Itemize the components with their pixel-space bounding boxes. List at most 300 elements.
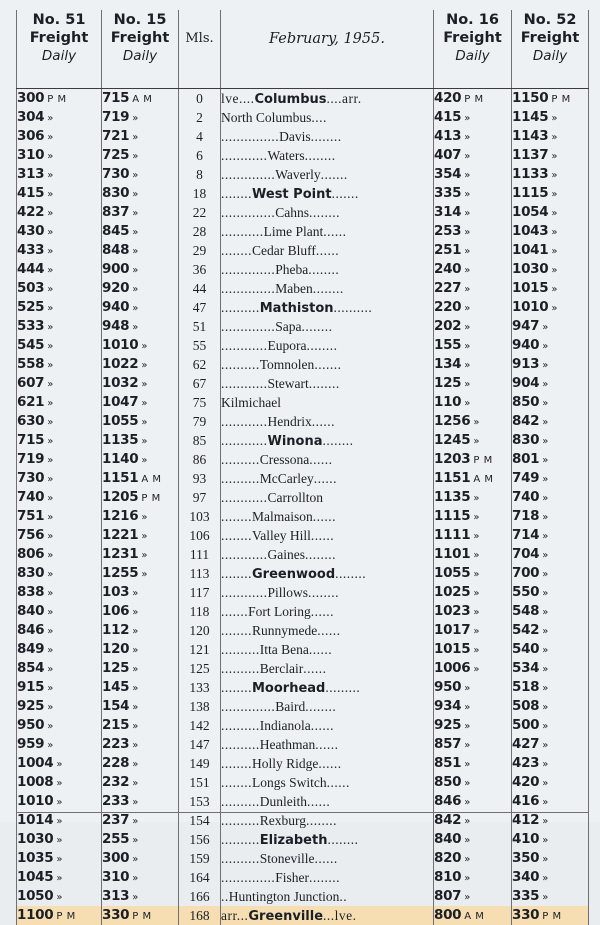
time-value: 508 — [512, 698, 539, 714]
time-suffix: » — [47, 379, 54, 390]
train-52-time — [512, 678, 589, 697]
time-value: 838 — [17, 584, 44, 600]
time-suffix: » — [132, 683, 139, 694]
leader-dots: ............ — [221, 433, 268, 448]
time-suffix: » — [47, 341, 54, 352]
leader-dots: ........ — [309, 870, 340, 885]
mileage: 147 — [179, 735, 221, 754]
time-value: 110 — [434, 394, 461, 410]
station-cell — [221, 108, 434, 127]
time-suffix: P M — [56, 911, 75, 922]
mileage: 97 — [179, 488, 221, 507]
mileage: 4 — [179, 127, 221, 146]
time-suffix: » — [132, 778, 139, 789]
time-suffix: » — [132, 208, 139, 219]
time-suffix: » — [464, 322, 471, 333]
time-suffix: » — [464, 170, 471, 181]
table-row — [17, 279, 589, 298]
train-15-time — [102, 488, 179, 507]
time-suffix: » — [464, 721, 471, 732]
station-cell — [221, 222, 434, 241]
train-16-time — [434, 108, 512, 127]
train-51-time — [17, 583, 102, 602]
train-51-time — [17, 621, 102, 640]
mileage: 62 — [179, 355, 221, 374]
table-row — [17, 640, 589, 659]
time-suffix: » — [464, 189, 471, 200]
table-row — [17, 678, 589, 697]
leader-dots: ...... — [311, 528, 334, 543]
train-52-time — [512, 564, 589, 583]
train-16-time — [434, 469, 512, 488]
station-cell — [221, 621, 434, 640]
time-value: 700 — [512, 565, 539, 581]
train-51-time — [17, 298, 102, 317]
train-15-time — [102, 203, 179, 222]
time-suffix: » — [542, 873, 549, 884]
station-cell — [221, 583, 434, 602]
station-name: Greenwood — [252, 567, 335, 582]
time-value: 542 — [512, 622, 539, 638]
time-value: 1135 — [102, 432, 138, 448]
train-52-time — [512, 355, 589, 374]
train-16-time — [434, 203, 512, 222]
train-51-time — [17, 659, 102, 678]
train-52-time — [512, 754, 589, 773]
time-value: 940 — [102, 299, 129, 315]
leader-dots: ........ — [313, 281, 344, 296]
table-row — [17, 773, 589, 792]
train-16-time — [434, 659, 512, 678]
train-15-time — [102, 716, 179, 735]
time-value: 255 — [102, 831, 129, 847]
time-suffix: » — [464, 816, 471, 827]
time-value: 237 — [102, 812, 129, 828]
time-value: 1231 — [102, 546, 138, 562]
time-suffix: » — [141, 455, 148, 466]
time-suffix: » — [132, 170, 139, 181]
train-51-time — [17, 146, 102, 165]
time-value: 202 — [434, 318, 461, 334]
station-cell — [221, 887, 434, 906]
station-cell — [221, 868, 434, 887]
time-suffix: » — [132, 113, 139, 124]
time-value: 125 — [434, 375, 461, 391]
time-suffix: » — [464, 284, 471, 295]
time-suffix: A M — [473, 474, 493, 485]
time-value: 253 — [434, 223, 461, 239]
train-51-time — [17, 279, 102, 298]
train-15-time — [102, 906, 179, 925]
time-suffix: » — [47, 664, 54, 675]
time-suffix: » — [47, 626, 54, 637]
leader-dots: ....arr. — [327, 91, 362, 106]
train-52-time — [512, 431, 589, 450]
time-suffix: » — [47, 208, 54, 219]
station-cell — [221, 792, 434, 811]
train-51-time — [17, 165, 102, 184]
time-value: 304 — [17, 109, 44, 125]
time-value: 845 — [102, 223, 129, 239]
time-value: 900 — [102, 261, 129, 277]
train-15-time — [102, 602, 179, 621]
train-16-time — [434, 735, 512, 754]
time-value: 1015 — [512, 280, 548, 296]
time-suffix: » — [132, 132, 139, 143]
train-15-time — [102, 355, 179, 374]
time-suffix: » — [464, 835, 471, 846]
leader-dots: ...... — [313, 509, 336, 524]
time-suffix: » — [551, 170, 558, 181]
time-suffix: » — [47, 227, 54, 238]
time-suffix: » — [56, 835, 63, 846]
time-suffix: » — [542, 436, 549, 447]
time-suffix: » — [47, 645, 54, 656]
time-suffix: » — [551, 151, 558, 162]
train-52-time — [512, 583, 589, 602]
train-51-time — [17, 678, 102, 697]
leader-dots: ...... — [303, 661, 326, 676]
time-suffix: » — [542, 607, 549, 618]
time-value: 920 — [102, 280, 129, 296]
station-name: Rexburg — [260, 813, 306, 828]
station-name: Dunleith — [260, 794, 307, 809]
leader-dots: .............. — [221, 699, 275, 714]
time-value: 721 — [102, 128, 129, 144]
time-suffix: » — [47, 740, 54, 751]
table-row — [17, 868, 589, 887]
leader-dots: ...... — [307, 794, 330, 809]
time-suffix: » — [47, 170, 54, 181]
leader-dots: ...... — [309, 642, 332, 657]
table-row — [17, 374, 589, 393]
mileage: 168 — [179, 906, 221, 925]
leader-dots: ............ — [221, 376, 268, 391]
time-value: 134 — [434, 356, 461, 372]
station-name: McCarley — [260, 471, 314, 486]
time-suffix: » — [542, 740, 549, 751]
table-row — [17, 583, 589, 602]
train-51-time — [17, 526, 102, 545]
time-suffix: » — [464, 702, 471, 713]
train-15-time — [102, 849, 179, 868]
train-52-time — [512, 108, 589, 127]
leader-dots: .............. — [221, 281, 275, 296]
station-cell — [221, 336, 434, 355]
time-value: 1017 — [434, 622, 470, 638]
time-suffix: » — [464, 873, 471, 884]
time-suffix: » — [56, 778, 63, 789]
leader-dots: ...... — [318, 756, 341, 771]
table-row — [17, 241, 589, 260]
train-16-time — [434, 317, 512, 336]
train-51-time — [17, 488, 102, 507]
leader-dots: .............. — [221, 262, 275, 277]
time-suffix: » — [542, 455, 549, 466]
time-value: 430 — [17, 223, 44, 239]
train-52-time — [512, 811, 589, 830]
station-cell — [221, 165, 434, 184]
time-suffix: » — [464, 208, 471, 219]
train-15-time — [102, 431, 179, 450]
time-value: 740 — [17, 489, 44, 505]
time-value: 1133 — [512, 166, 548, 182]
station-name: Holly Ridge — [252, 756, 318, 771]
station-cell — [221, 450, 434, 469]
time-suffix: » — [132, 588, 139, 599]
time-suffix: » — [473, 645, 480, 656]
train-15-time — [102, 469, 179, 488]
train-number: No. 16 — [434, 11, 511, 29]
station-name: Kilmichael — [221, 395, 281, 410]
time-suffix: » — [132, 702, 139, 713]
time-value: 534 — [512, 660, 539, 676]
train-51-time — [17, 450, 102, 469]
time-value: 1140 — [102, 451, 138, 467]
time-suffix: » — [464, 740, 471, 751]
station-cell — [221, 184, 434, 203]
leader-dots: ....... — [314, 357, 341, 372]
train-16-time — [434, 906, 512, 925]
train-16-time — [434, 792, 512, 811]
train-16-time — [434, 526, 512, 545]
station-cell — [221, 374, 434, 393]
time-suffix: » — [47, 721, 54, 732]
time-suffix: » — [551, 227, 558, 238]
mileage: 164 — [179, 868, 221, 887]
time-value: 849 — [17, 641, 44, 657]
time-value: 1115 — [512, 185, 548, 201]
train-15-time — [102, 412, 179, 431]
time-suffix: » — [141, 550, 148, 561]
mileage: 29 — [179, 241, 221, 260]
train-frequency: Daily — [512, 47, 588, 65]
leader-dots: .. — [221, 889, 229, 904]
freight-timetable — [16, 10, 589, 925]
train-15-time — [102, 374, 179, 393]
station-name: Moorhead — [252, 681, 325, 696]
time-value: 1030 — [512, 261, 548, 277]
time-value: 925 — [17, 698, 44, 714]
time-value: 1143 — [512, 128, 548, 144]
leader-dots: ...... — [314, 471, 337, 486]
leader-dots: ...... — [315, 737, 338, 752]
station-name: Tomnolen — [260, 357, 315, 372]
time-value: 550 — [512, 584, 539, 600]
time-value: 848 — [102, 242, 129, 258]
train-52-time — [512, 241, 589, 260]
time-suffix: » — [141, 569, 148, 580]
time-suffix: » — [47, 512, 54, 523]
mileage: 86 — [179, 450, 221, 469]
station-name: Hendrix — [268, 414, 312, 429]
time-value: 145 — [102, 679, 129, 695]
time-suffix: » — [132, 816, 139, 827]
time-suffix: » — [132, 265, 139, 276]
station-cell — [221, 526, 434, 545]
train-16-time — [434, 260, 512, 279]
time-suffix: » — [473, 588, 480, 599]
time-suffix: » — [47, 398, 54, 409]
train-52-time — [512, 602, 589, 621]
leader-dots: ........ — [311, 129, 342, 144]
train-52-time — [512, 735, 589, 754]
time-value: 354 — [434, 166, 461, 182]
time-value: 851 — [434, 755, 461, 771]
time-suffix: » — [551, 303, 558, 314]
time-suffix: » — [542, 835, 549, 846]
train-51-time — [17, 355, 102, 374]
time-value: 1054 — [512, 204, 548, 220]
table-row — [17, 165, 589, 184]
time-suffix: » — [132, 246, 139, 257]
station-name: Waters — [268, 148, 305, 163]
table-row — [17, 602, 589, 621]
train-52-time — [512, 165, 589, 184]
time-value: 1245 — [434, 432, 470, 448]
time-value: 1145 — [512, 109, 548, 125]
time-suffix: » — [551, 265, 558, 276]
time-suffix: » — [141, 512, 148, 523]
train-51-time — [17, 868, 102, 887]
train-16-time — [434, 640, 512, 659]
time-value: 904 — [512, 375, 539, 391]
time-value: 807 — [434, 888, 461, 904]
time-value: 630 — [17, 413, 44, 429]
leader-dots: .. — [339, 889, 347, 904]
time-value: 340 — [512, 869, 539, 885]
time-suffix: » — [132, 835, 139, 846]
leader-dots: .............. — [221, 870, 275, 885]
time-suffix: » — [542, 759, 549, 770]
time-suffix: » — [47, 493, 54, 504]
train-52-time — [512, 659, 589, 678]
train-16-time — [434, 374, 512, 393]
time-value: 503 — [17, 280, 44, 296]
train-15-time — [102, 830, 179, 849]
train-52-time — [512, 393, 589, 412]
time-value: 410 — [512, 831, 539, 847]
time-value: 545 — [17, 337, 44, 353]
time-suffix: » — [473, 664, 480, 675]
train-51-time — [17, 317, 102, 336]
time-value: 842 — [512, 413, 539, 429]
time-suffix: » — [47, 702, 54, 713]
time-value: 1055 — [434, 565, 470, 581]
time-suffix: » — [132, 626, 139, 637]
time-suffix: » — [464, 341, 471, 352]
train-51-time — [17, 735, 102, 754]
mileage: 103 — [179, 507, 221, 526]
leader-dots: .......... — [221, 452, 260, 467]
time-value: 228 — [102, 755, 129, 771]
train-52-time — [512, 697, 589, 716]
train-51-time — [17, 640, 102, 659]
time-suffix: » — [542, 664, 549, 675]
station-cell — [221, 241, 434, 260]
table-row — [17, 146, 589, 165]
time-suffix: » — [542, 512, 549, 523]
time-suffix: » — [464, 113, 471, 124]
time-suffix: » — [132, 645, 139, 656]
leader-dots: .... — [311, 110, 327, 125]
leader-dots: .......... — [221, 718, 260, 733]
time-suffix: P M — [141, 493, 160, 504]
time-value: 1047 — [102, 394, 138, 410]
time-value: 1004 — [17, 755, 53, 771]
time-value: 444 — [17, 261, 44, 277]
train-52-time — [512, 203, 589, 222]
train-16-time — [434, 849, 512, 868]
time-value: 1035 — [17, 850, 53, 866]
time-suffix: » — [542, 417, 549, 428]
time-value: 112 — [102, 622, 129, 638]
time-value: 1055 — [102, 413, 138, 429]
time-suffix: » — [56, 854, 63, 865]
time-suffix: P M — [551, 94, 570, 105]
station-name: Indianola — [260, 718, 311, 733]
table-row — [17, 488, 589, 507]
time-suffix: » — [464, 303, 471, 314]
leader-dots: .......... — [221, 851, 260, 866]
time-value: 810 — [434, 869, 461, 885]
time-value: 313 — [17, 166, 44, 182]
table-row — [17, 431, 589, 450]
time-suffix: » — [141, 436, 148, 447]
train-51-time — [17, 108, 102, 127]
col-header-train-15 — [102, 10, 179, 89]
table-row — [17, 754, 589, 773]
time-value: 227 — [434, 280, 461, 296]
mileage: 113 — [179, 564, 221, 583]
time-value: 749 — [512, 470, 539, 486]
time-value: 416 — [512, 793, 539, 809]
train-15-time — [102, 89, 179, 109]
train-15-time — [102, 393, 179, 412]
table-row — [17, 450, 589, 469]
time-value: 704 — [512, 546, 539, 562]
leader-dots: ............ — [221, 148, 268, 163]
leader-dots: ...... — [312, 414, 335, 429]
train-16-time — [434, 621, 512, 640]
time-value: 1135 — [434, 489, 470, 505]
time-value: 330 — [102, 907, 129, 923]
train-15-time — [102, 526, 179, 545]
train-51-time — [17, 849, 102, 868]
time-value: 423 — [512, 755, 539, 771]
station-cell — [221, 602, 434, 621]
time-value: 800 — [434, 907, 461, 923]
train-16-time — [434, 336, 512, 355]
train-51-time — [17, 507, 102, 526]
time-suffix: » — [141, 360, 148, 371]
time-value: 300 — [102, 850, 129, 866]
train-52-time — [512, 526, 589, 545]
time-value: 840 — [17, 603, 44, 619]
time-suffix: » — [56, 892, 63, 903]
time-value: 820 — [434, 850, 461, 866]
station-name: Heathman — [260, 737, 315, 752]
time-suffix: » — [464, 132, 471, 143]
train-16-time — [434, 583, 512, 602]
mileage: 125 — [179, 659, 221, 678]
train-51-time — [17, 431, 102, 450]
train-52-time — [512, 412, 589, 431]
train-52-time — [512, 507, 589, 526]
mileage: 153 — [179, 792, 221, 811]
train-15-time — [102, 184, 179, 203]
station-cell — [221, 773, 434, 792]
